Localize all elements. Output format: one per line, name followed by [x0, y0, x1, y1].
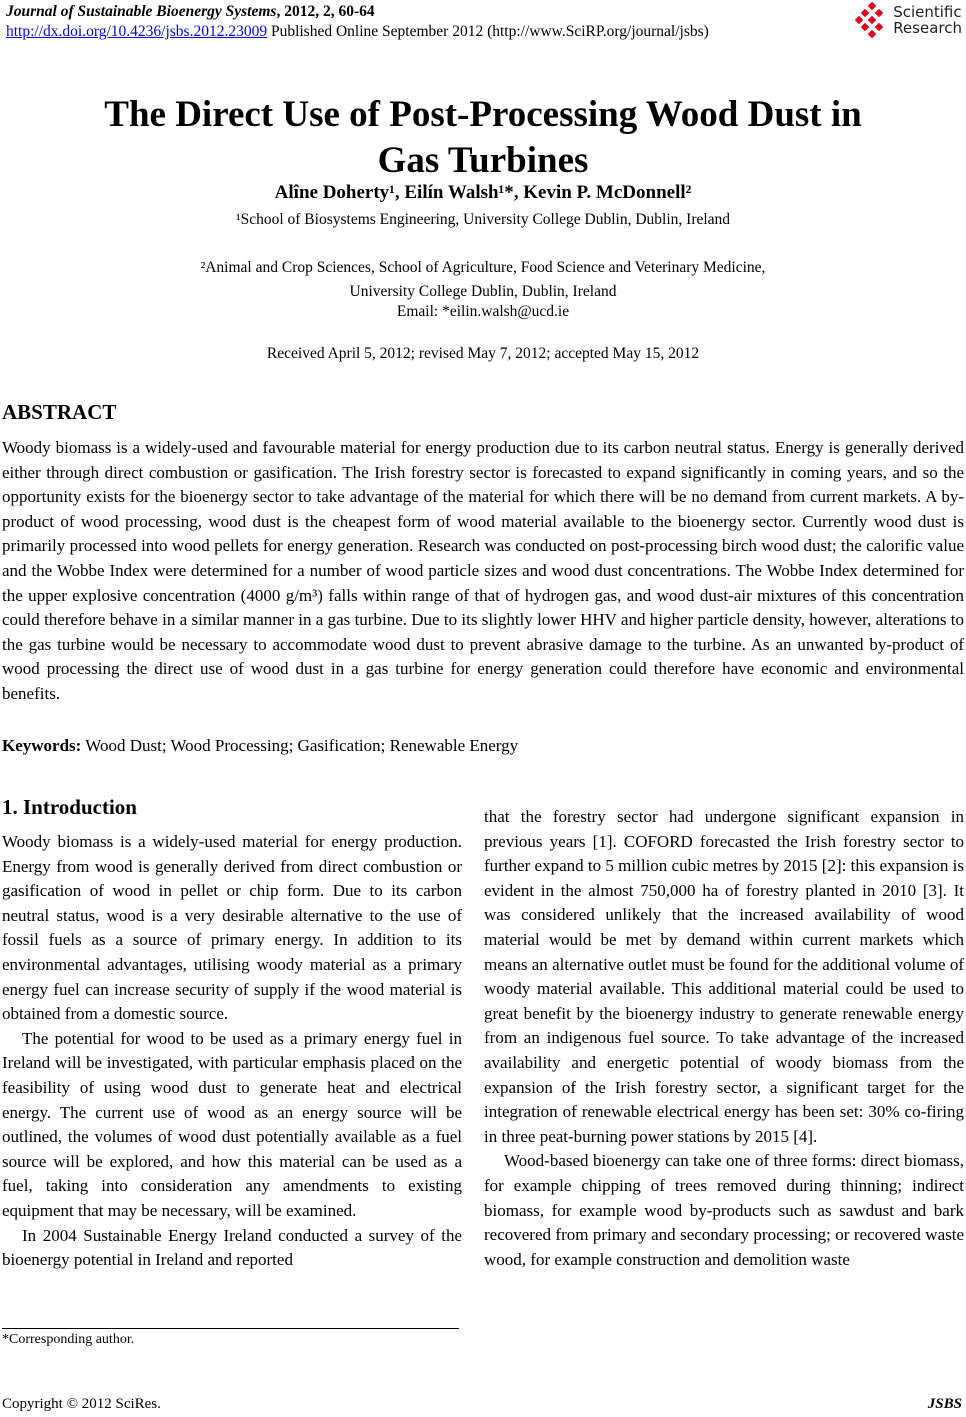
paragraph: Woody biomass is a widely-used material for energy production. Energy from wood is generally derived from direct combustion or gasification of wood in pellet or chip form. Due to its carbon neutral status, wood is a very desirable alternative to the use of fossil fuels as a source of primary energy. In addition to its environmental advantages, utilising woody material as a primary energy fuel can increase security of supply if the wood material is obtained from a domestic source.: [2, 832, 462, 1024]
section-heading: 1. Introduction: [2, 795, 137, 819]
received-dates: Received April 5, 2012; revised May 7, 2012; accepted May 15, 2012: [266, 345, 700, 362]
title-line: The Direct Use of Post-Processing Wood Dust in: [104, 94, 862, 135]
paragraph: Wood-based bioenergy can take one of three forms: direct biomass, for example chipping of trees removed during thinning; indirect biomass, for example wood by-products such as sawdust and bark recovered from primary and secondary processing; or recovered waste wood, for example construction and demolition waste: [484, 1151, 964, 1269]
paragraph: In 2004 Sustainable Energy Ireland conducted a survey of the bioenergy potential in Ireland and reported: [2, 1225, 462, 1270]
footnote: *Corresponding author.: [2, 1332, 135, 1347]
abstract-text: Woody biomass is a widely-used and favourable material for energy production due to its carbon neutral status. Energy is generally derived either through direct combustion or gasification. The Irish forestry sector is forecasted to expand significantly in coming years, and so the opportunity exists for the bioenergy sector to take advantage of the material for which there will be no demand from current markets. A by-product of wood processing, wood dust is the cheapest form of wood material available to the bioenergy sector. Currently wood dust is primarily processed into wood pellets for energy generation. Research was conducted on post-processing birch wood dust; the calorific value and the Wobbe Index were determined for a number of wood particle sizes and wood dust concentrations. The Wobbe Index determined for the upper explosive concentration (4000 g/m³) falls within range of that of hydrogen gas, and wood dust-air mixtures of this concentration could therefore behave in a similar manner in a gas turbine. Due to its slightly lower HHV and higher particle density, however, alterations to the gas turbine would be necessary to accommodate wood dust to prevent abrasive damage to the turbine. As an unwanted by-product of wood processing the direct use of wood dust in a gas turbine for energy generation could therefore have economic and environmental benefits.: [2, 438, 964, 703]
abstract-heading: ABSTRACT: [2, 400, 117, 424]
email: Email: *eilin.walsh@ucd.ie: [396, 303, 570, 320]
affiliation-3: University College Dublin, Dublin, Ireland: [349, 283, 617, 300]
keywords: [2, 736, 518, 756]
right-column: [484, 805, 964, 1272]
title-line: Gas Turbines: [377, 140, 589, 181]
logo-text-2: Research: [893, 19, 962, 37]
left-column: [2, 830, 462, 1273]
authors: Alîne Doherty¹, Eilín Walsh¹*, Kevin P. McDonnell²: [274, 182, 692, 203]
diamond-logo-icon: [855, 2, 889, 38]
scirp-logo: [855, 2, 962, 38]
citation: , 2012, 2, 60-64: [276, 3, 375, 20]
journal-name: Journal of Sustainable Bioenergy Systems: [6, 3, 277, 20]
affiliation-1: ¹School of Biosystems Engineering, University College Dublin, Dublin, Ireland: [235, 211, 731, 228]
published-info: Published Online September 2012 (http://www.SciRP.org/journal/jsbs): [267, 23, 709, 40]
keywords-label: Keywords:: [2, 736, 82, 755]
journal-header: [6, 2, 709, 42]
paper-title: [0, 92, 966, 184]
logo-text-1: Scientific: [893, 3, 962, 21]
affiliation-2: ²Animal and Crop Sciences, School of Agriculture, Food Science and Veterinary Medicine,: [200, 259, 766, 276]
paragraph: that the forestry sector had undergone significant expansion in previous years [1]. COFORD forecasted the Irish forestry sector to further expand to 5 million cubic metres by 2015 [2]: this expansion is evident in the almost 750,000 ha of forestry planted in 2010 [3]. It was considered unlikely that the increased availability of wood material would be met by demand within current markets which means an alternative outlet must be found for the additional volume of woody material available. This additional material could be used to great benefit by the bioenergy industry to generate renewable energy from an indigenous fuel source. To take advantage of the increased availability and energetic potential of woody biomass from the expansion of the Irish forestry sector, a significant target for the integration of renewable electrical energy has been set: 30% co-firing in three peat-burning power stations by 2015 [4].: [484, 807, 964, 1146]
footnote-divider: [2, 1328, 459, 1329]
doi-link[interactable]: http://dx.doi.org/10.4236/jsbs.2012.23009: [6, 23, 268, 40]
journal-abbreviation: JSBS: [927, 1396, 962, 1412]
copyright: Copyright © 2012 SciRes.: [2, 1396, 161, 1412]
keywords-list: Wood Dust; Wood Processing; Gasification; Renewable Energy: [81, 736, 519, 755]
paragraph: The potential for wood to be used as a primary energy fuel in Ireland will be investigated, with particular emphasis placed on the feasibility of using wood dust to generate heat and electrical energy. The current use of wood as an energy source will be outlined, the volumes of wood dust potentially available as a fuel source will be explored, and how this material can be used as a fuel, taking into consideration any amendments to existing equipment that may be necessary, will be examined.: [2, 1028, 462, 1220]
